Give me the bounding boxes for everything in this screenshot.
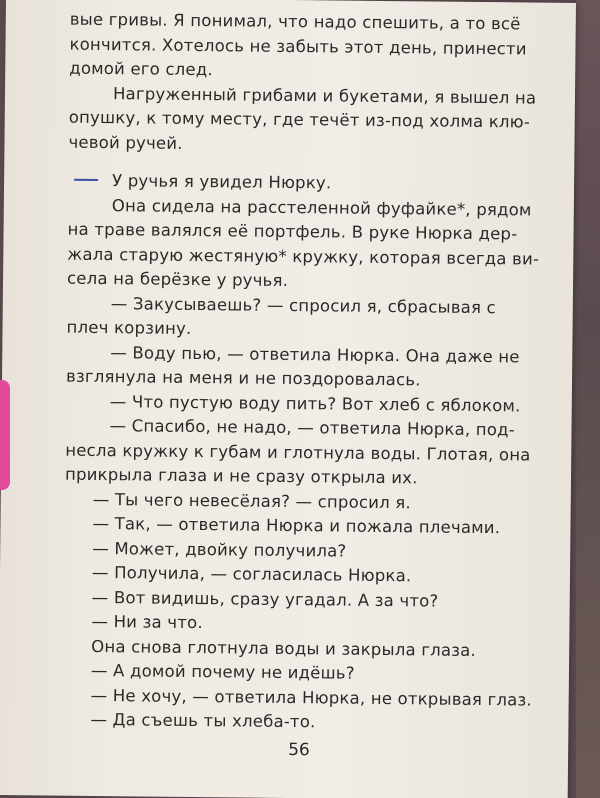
text-line: села на берёзке у ручья. (66, 268, 289, 290)
text-line: — Закусываешь? — спросил я, сбрасывая с (110, 293, 496, 317)
text-line: прикрыла глаза и не сразу открыла их. (64, 464, 418, 488)
text-line: Она снова глотнула воды и закрыла глаза. (91, 636, 477, 660)
text-line: — Вот видишь, сразу угадал. А за что? (91, 587, 439, 611)
text-line: — Да съешь ты хлеба-то. (90, 709, 316, 732)
text-line: Она сидела на расстеленной фуфайке*, рядом (111, 195, 532, 220)
text-line: — Может, двойку получила? (92, 538, 347, 561)
background-edge (576, 0, 600, 798)
text-line: — Спасибо, не надо, — ответила Нюрка, под- (109, 416, 515, 440)
text-line: чевой ручей. (68, 132, 183, 153)
text-line: — Не хочу, — ответила Нюрка, не открывая глаз. (90, 685, 533, 710)
text-line: — Ни за что. (91, 611, 203, 633)
text-line: Нагруженный грибами и букетами, я вышел на (112, 83, 537, 108)
text-line: — Так, — ответила Нюрка и пожала плечами. (92, 513, 501, 538)
bookmark-tab (0, 380, 10, 490)
text-line: — Ты чего невесёлая? — спросил я. (92, 489, 412, 512)
text-line: — Воду пью, — ответила Нюрка. Она даже не (110, 342, 520, 366)
text-line: вые гривы. Я понимал, что надо спешить, а то всё (69, 9, 521, 34)
text-line: У ручья я увидел Нюрку. (111, 171, 332, 193)
text-line: — Получила, — согласилась Нюрка. (91, 562, 412, 586)
text-line: опушку, к тому месту, где течёт из-под холма клю- (68, 107, 531, 132)
text-line: плеч корзину. (66, 317, 192, 338)
text-line: домой его след. (69, 58, 213, 80)
text-line: кончится. Хотелось не забыть этот день, принести (69, 34, 527, 58)
text-line: на траве валялся её портфель. В руке Нюрка дер- (67, 219, 518, 244)
text-line: — Что пустую воду пить? Вот хлеб с яблоком. (109, 391, 521, 415)
text-line: — А домой почему не идёшь? (90, 660, 355, 683)
page-text (62, 8, 570, 738)
page-number: 56 (288, 740, 310, 761)
text-line: взглянула на меня и не поздоровалась. (65, 366, 421, 390)
text-line: несла кружку к губам и глотнула воды. Глотая, она (65, 440, 531, 465)
text-line: жала старую жестяную* кружку, которая всегда ви- (67, 244, 540, 269)
